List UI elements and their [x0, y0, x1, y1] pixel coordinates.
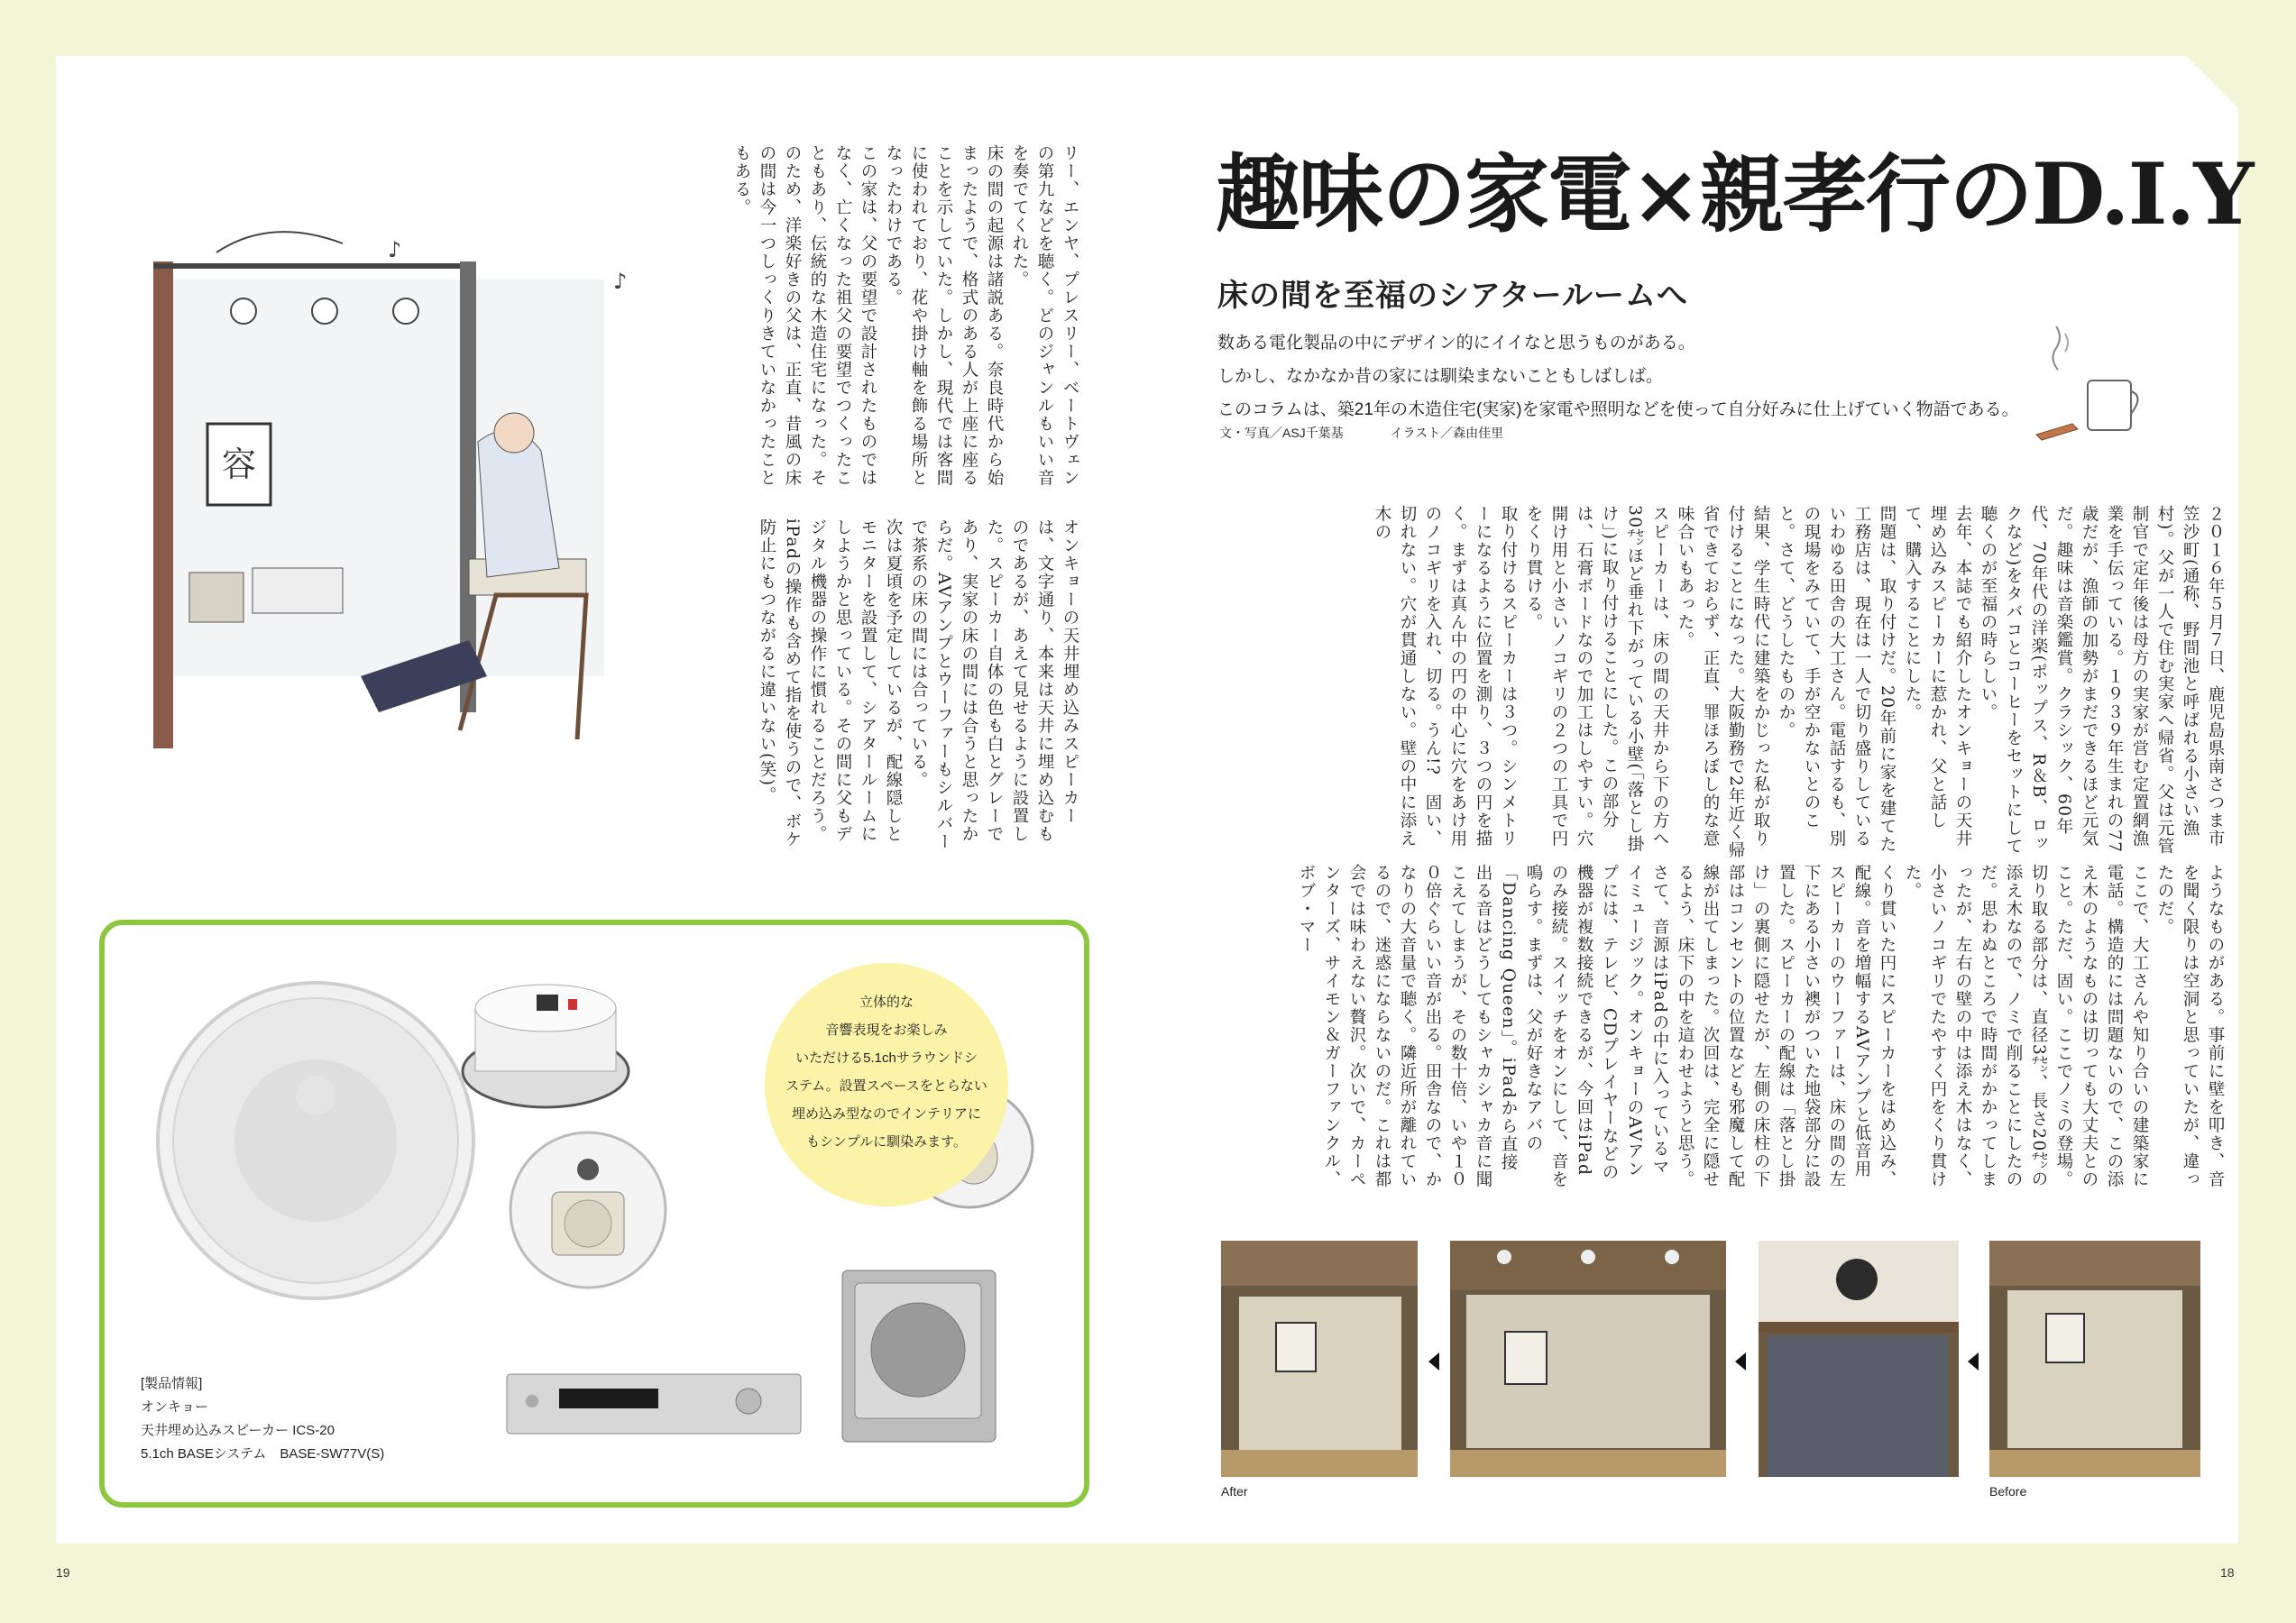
bubble-line: いただける5.1chサラウンドシ — [795, 1050, 978, 1066]
bubble-line: ステム。設置スペースをとらない — [785, 1078, 987, 1094]
coffee-cup-illustration — [2029, 317, 2146, 453]
feature-bubble-text — [783, 988, 990, 1156]
product-info-line: オンキョー — [141, 1399, 209, 1415]
svg-text:容: 容 — [222, 445, 257, 484]
credits — [1219, 424, 1547, 442]
paragraph: 床の間の起源は諸説ある。奈良時代から始まったようで、格式のある人が上座に座ることを示していた。しかし、現代では客間に使われており、花や掛け軸を飾る場所となったわけである。 — [884, 144, 1004, 487]
arrow-icon — [1428, 1352, 1439, 1371]
paragraph: この家は、父の要望で設計されたものではなく、亡くなった祖父の要望でつくったこともあり、伝統的な木造住宅になった。そのため、洋楽好きの父は、正直、昔風の床の間は今一つしっくりきていなかったこともある。 — [732, 144, 877, 487]
lead-line: このコラムは、築21年の木造住宅(実家)を家電や照明などを使って自分好みに仕上げていく物語である。 — [1217, 400, 2019, 419]
after-label: After — [1221, 1484, 1248, 1499]
paragraph: オンキョーの天井埋め込みスピーカーは、文字通り、本来は天井に埋め込むものであるが、あえて見せるように設置した。スピーカー自体の色も白とグレーであり、実家の床の間には合うと思ったからだ。AVアンプとウーファーもシルバーで茶系の床の間には合っている。 — [909, 518, 1079, 851]
paragraph: ２０１６年５月７日、鹿児島県南さつま市笠沙町(通称、野間池と呼ばれる小さい漁村)。父が一人で住む実家へ帰省。父は元管制官で定年後は母方の実家が営む定置網漁業を手伝っている。１９３９年生まれの77歳だが、漁師の加勢がまだできるほど元気だ。趣味は音楽鑑賞。クラシック、60年代、70年代の洋楽(ポップス、R＆B、ロックなど)をタバコとコーヒーをセットにして聴くのが至福の時らしい。 — [1979, 505, 2225, 856]
paragraph: リー、エンヤ、プレスリー、ベートヴェンの第九などを聴く。どのジャンルもいい音を奏でてくれた。 — [1010, 144, 1079, 487]
install-photo-hole — [1759, 1241, 1959, 1477]
article-body-right-bottom — [1222, 864, 2227, 1188]
ceiling-speaker-back-image — [455, 972, 636, 1116]
page-number-left: 19 — [56, 1565, 70, 1580]
svg-text:♪: ♪ — [388, 237, 402, 262]
lead-line: しかし、なかなか昔の家には馴染まないこともしばしば。 — [1217, 367, 1664, 386]
page-title: 趣味の家電×親孝行のD.I.Y — [1216, 145, 2253, 244]
paragraph: 問題は、取り付けだ。20年前に家を建てた工務店は、現在は一人で切り盛りしているいわゆる田舎の大工さん。電話するも、別の現場をみていて、手が空かないとのこと。さて、どうしたものか。 — [1777, 505, 1896, 854]
subwoofer-image — [839, 1267, 1001, 1447]
bubble-line: 音響表現をお楽しみ — [825, 1022, 948, 1038]
father-listening-illustration — [135, 225, 640, 784]
article-body-left-top — [649, 144, 1082, 500]
paragraph: くり貫いた円にスピーカーをはめ込み、配線。音を増幅するAVアンプと低音用スピーカーのウーファーは、床の間の左下にある小さい襖がついた地袋部分に設置した。スピーカーの配線は「落とし掛け」の裏側に隠せたが、左側の床柱の下部はコンセントの位置なども邪魔して配線が出てしまった。次回は、完全に隠せるよう、床下の中を這わせようと思う。 — [1676, 864, 1896, 1188]
page-number-right: 18 — [2220, 1565, 2235, 1580]
lead-paragraph — [1217, 326, 2029, 426]
paragraph: 結果、学生時代に建築をかじった私が取り付けることになった。大阪勤務で2年近く帰省できておらず、正直、罪ほろぼし的な意味合いもあった。 — [1676, 505, 1770, 860]
page-subtitle: 床の間を至福のシアタールームへ — [1217, 278, 1688, 314]
lead-line: 数ある電化製品の中にデザイン的にイイなと思うものがある。 — [1217, 334, 1695, 353]
paragraph: 去年、本誌でも紹介したオンキョーの天井埋め込みスピーカーに惹かれ、父と話して、購入することにした。 — [1903, 505, 1972, 848]
arrow-icon — [1968, 1352, 1979, 1371]
paragraph: ここで、大工さんや知り合いの建築家に電話。構造的には問題ないので、この添え木のようなものは切っても大丈夫とのこと。ただ、固い。ここでノミの登場。切り取る部分は、直径3㌢、長さ20㌢の添え木なので、ノミで削ることにしたのだ。思わぬところで時間がかかってしまったが、左右の壁の中は添え木はなく、小さいノコギリでたやすく円をくり貫けた。 — [1903, 864, 2149, 1188]
writer-credit: 文・写真／ASJ千葉基 — [1219, 426, 1344, 440]
product-info — [141, 1372, 384, 1466]
ceiling-speaker-front-image — [153, 978, 478, 1303]
product-info-line: 5.1ch BASEシステム BASE-SW77V(S) — [141, 1446, 385, 1462]
product-info-line: [製品情報] — [141, 1376, 203, 1391]
paragraph: スピーカーは、床の間の天井から下の方へ30㌢ほど垂れ下がっている小壁(「落とし掛け」)に取り付けることにした。この部分は、石膏ボードなので加工はしやすい。穴開け用と小さいノコギリの２つの工具で円をくり貫ける。 — [1524, 505, 1669, 854]
illustrator-credit: イラスト／森由佳里 — [1390, 426, 1504, 440]
before-photo — [1989, 1241, 2200, 1477]
paragraph: ようなものがある。事前に壁を叩き、音を聞く限りは空洞と思っていたが、違ったのだ。 — [2155, 864, 2225, 1188]
ceiling-speaker-woofer-image — [507, 1129, 669, 1291]
bubble-line: もシンプルに馴染みます。 — [806, 1134, 967, 1150]
product-info-line: 天井埋め込みスピーカー ICS-20 — [141, 1423, 335, 1438]
article-body-right-top — [1222, 505, 2227, 861]
arrow-icon — [1735, 1352, 1746, 1371]
av-amplifier-image — [505, 1369, 803, 1441]
paragraph: さて、音源はiPadの中に入っているマイミュージック。オンキョーのAVアンプには、テレビ、CDプレイヤーなどの機器が複数接続できるが、今回はiPadのみ接続。スイッチをオンにして、音を鳴らす。まずは、父が好きなアバの「Dancing Queen」。iPadから直接出る音はどうしてもシャカシャカ音に聞こえてしまうが、その数十倍、いや１００倍ぐらいい音が出る。田舎なので、かなりの大音量で聴く。隣近所が離れているので、迷惑にならないのだ。これは都会では味わえない贅沢。次いで、カーペンターズ、サイモン＆ガーファンクル、ボブ・マー — [1297, 864, 1669, 1188]
before-label: Before — [1989, 1484, 2027, 1499]
paragraph: 取り付けるスピーカーは３つ。シンメトリーになるように位置を測り、３つの円を描く。まずは真ん中の円の中心に穴をあけ用のノコギリを入れ、切る。うん!? 固い、切れない。穴が貫通しない。壁の中に添え木の — [1373, 505, 1518, 848]
bubble-line: 埋め込み型なのでインテリアに — [791, 1106, 981, 1122]
after-photo — [1221, 1241, 1418, 1477]
paragraph: 次は夏頃を予定しているが、配線隠しとモニターを設置して、シアタールームにしようかと思っている。その間に父もデジタル機器の操作に慣れることだろう。iPadの操作も含めて指を使うので、ボケ防止にもつながるに違いない(笑)。 — [758, 518, 903, 849]
bubble-line: 立体的な — [859, 995, 914, 1010]
article-body-left-mid — [649, 518, 1082, 857]
svg-text:♪: ♪ — [613, 269, 628, 294]
install-photo-speakers — [1450, 1241, 1726, 1477]
